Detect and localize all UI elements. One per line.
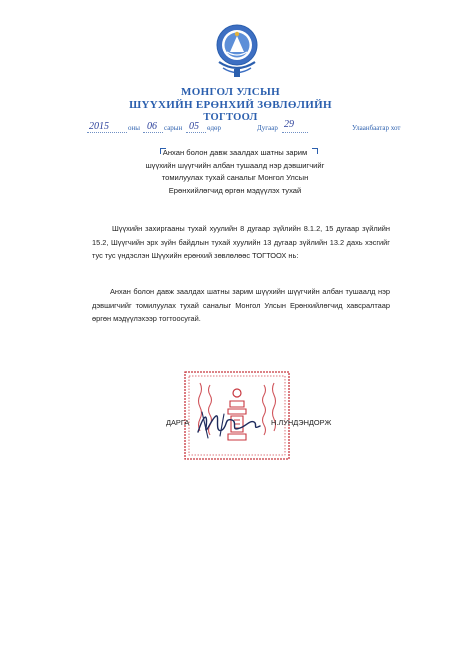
day-label: өдөр xyxy=(207,124,222,132)
org-name-line2: ШҮҮХИЙН ЕРӨНХИЙ ЗӨВЛӨЛИЙН xyxy=(129,99,332,111)
month-label: сарын xyxy=(164,124,183,132)
number-label: Дугаар xyxy=(257,124,278,132)
title-line: Анхан болон давж заалдах шатны зарим xyxy=(162,148,308,157)
month-underline xyxy=(143,132,163,133)
body-paragraph-2: Анхан болон давж заалдах шатны зарим шүүхийн шүүгчийн албан тушаалд нэр дэвшигчийг томилуулах тухай саналыг Монгол Улсын Ерөнхийлөгчид хавсралтаар өргөн мэдүүлэхээр тогтоосугай. xyxy=(92,287,390,324)
handwritten-signature xyxy=(194,408,266,440)
day-underline xyxy=(186,132,206,133)
city-name: Улаанбаатар хот xyxy=(352,124,401,132)
signatory-title: ДАРГА xyxy=(166,418,190,427)
signatory-name: Н.ЛУНДЭНДОРЖ xyxy=(271,418,332,427)
state-emblem-icon xyxy=(213,22,261,80)
date-month: 06 xyxy=(147,121,157,132)
body-paragraph-1: Шүүхийн захиргааны тухай хуулийн 8 дугаар зүйлийн 8.1.2, 15 дугаар зүйлийн 15.2, Шүүгчийн эрх зүйн байдлын тухай хуулийн 13 дугаар зүйлийн 13.2 дахь хэсгийг тус тус үндэслэн Шүүхийн ерөнхий зөвлөлөөс ТОГТООХ нь: xyxy=(92,224,390,261)
title-line: шүүхийн шүүгчийн албан тушаалд нэр дэвшигчийг xyxy=(145,160,325,170)
org-name-line1: МОНГОЛ УЛСЫН xyxy=(181,86,280,98)
document-number: 29 xyxy=(284,119,294,130)
document-type: ТОГТООЛ xyxy=(203,112,258,123)
year-label: оны xyxy=(128,124,140,132)
date-year: 2015 xyxy=(89,121,109,132)
document-title xyxy=(140,147,330,197)
title-line: томилуулах тухай саналыг Монгол Улсын xyxy=(161,173,309,183)
date-day: 05 xyxy=(189,121,199,132)
number-underline xyxy=(282,132,308,133)
year-underline xyxy=(87,132,127,133)
title-line: Ерөнхийлөгчид өргөн мэдүүлэх тухай xyxy=(168,185,302,195)
